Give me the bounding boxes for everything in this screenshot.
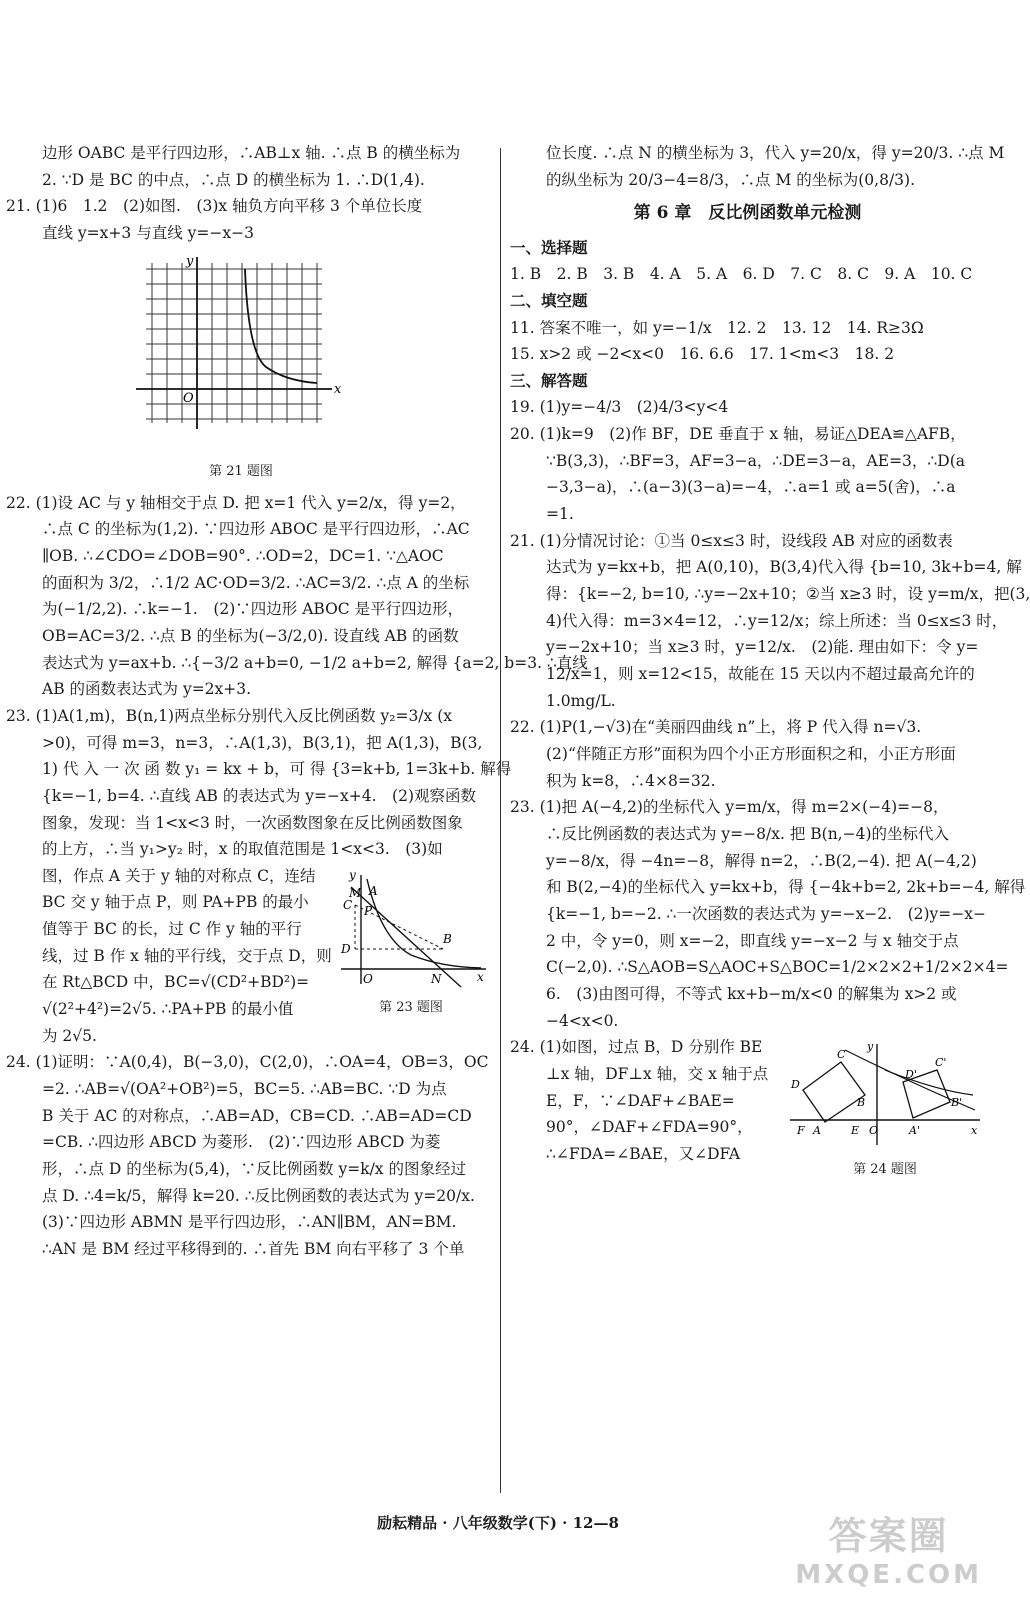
text-line: (2)“伴随正方形”面积为四个小正方形面积之和，小正方形面 bbox=[546, 745, 956, 764]
text-line: 的上方，∴当 y₁>y₂ 时，x 的取值范围是 1<x<3. (3)如 bbox=[42, 840, 443, 859]
watermark-top: 答案圈 bbox=[828, 1514, 949, 1558]
svg-text:O: O bbox=[363, 971, 373, 986]
watermark-bottom: MXQE.COM bbox=[795, 1560, 982, 1590]
text-line: 20. (1)k=9 (2)作 BF，DE 垂直于 x 轴，易证△DEA≌△AFB， bbox=[510, 425, 966, 444]
column-divider bbox=[500, 148, 501, 1493]
text-line: ∴点 C 的坐标为(1,2). ∵四边形 ABOC 是平行四边形，∴AC bbox=[42, 520, 470, 539]
solution-answers bbox=[510, 394, 1030, 1034]
text-line: 6. (3)由图可得，不等式 kx+b−m/x<0 的解集为 x>2 或 bbox=[546, 984, 957, 1003]
text-line: {k=−1, b=−2. ∴一次函数的表达式为 y=−x−2. (2)y=−x− bbox=[546, 904, 987, 923]
text-line: OB=AC=3/2. ∴点 B 的坐标为(−3/2,0). 设直线 AB 的函数 bbox=[42, 626, 459, 645]
svg-text:O: O bbox=[869, 1124, 879, 1138]
svg-text:A: A bbox=[369, 883, 378, 898]
right-column bbox=[510, 140, 1030, 1187]
text-line: 在 Rt△BCD 中，BC=√(CD²+BD²)= bbox=[42, 973, 310, 992]
text-line: 图，作点 A 关于 y 轴的对称点 C，连结 bbox=[42, 866, 316, 885]
svg-text:C: C bbox=[837, 1048, 846, 1062]
text-line: 1) 代 入 一 次 函 数 y₁ = kx + b，可 得 {3=k+b, 1=3k+b. 解得 bbox=[42, 760, 512, 779]
svg-text:B': B' bbox=[951, 1096, 963, 1110]
svg-text:B: B bbox=[443, 931, 452, 946]
text-line: 19. (1)y=−4/3 (2)4/3<y<4 bbox=[510, 398, 729, 417]
text-line: 线，过 B 作 x 轴的平行线，交于点 D，则 bbox=[42, 946, 332, 965]
figure-23-caption: 第 23 题图 bbox=[379, 1000, 443, 1016]
text-line: 23. (1)A(1,m)，B(n,1)两点坐标分别代入反比例函数 y₂=3/x (x bbox=[6, 706, 452, 725]
text-line: −4<x<0. bbox=[546, 1011, 619, 1030]
text-line: 2 中，令 y=0，则 x=−2，即直线 y=−x−2 与 x 轴交于点 bbox=[546, 931, 959, 950]
text-line: 的纵坐标为 20/3−4=8/3，∴点 M 的坐标为(0,8/3). bbox=[546, 170, 915, 189]
answer-block-20-end bbox=[6, 140, 491, 247]
text-line: y=−8/x，得 −4n=−8，解得 n=2，∴B(2,−4). 把 A(−4,2) bbox=[546, 851, 977, 870]
fill-answers-1: 11. 答案不唯一，如 y=−1/x 12. 2 13. 12 14. R≥3Ω bbox=[510, 318, 924, 337]
text-line: E，F，∵∠DAF+∠BAE= bbox=[546, 1091, 735, 1110]
figure-23 bbox=[331, 869, 491, 1020]
section-choice-heading: 一、选择题 bbox=[510, 237, 588, 257]
y-axis-label: y bbox=[186, 253, 194, 269]
text-line: =CB. ∴四边形 ABCD 为菱形. (2)∵四边形 ABCD 为菱 bbox=[42, 1133, 441, 1152]
hyperbola-curve bbox=[245, 269, 317, 383]
svg-text:M: M bbox=[349, 885, 362, 900]
figure-24-labels bbox=[790, 1040, 978, 1137]
svg-text:N: N bbox=[431, 971, 442, 986]
text-line: 形，∴点 D 的坐标为(5,4)，∵反比例函数 y=k/x 的图象经过 bbox=[42, 1160, 466, 1179]
svg-text:x: x bbox=[971, 1124, 978, 1138]
graph-24 bbox=[785, 1040, 985, 1150]
text-line: 图象，发现：当 1<x<3 时，一次函数图象在反比例函数图象 bbox=[42, 813, 463, 832]
choice-answers: 1. B 2. B 3. B 4. A 5. A 6. D 7. C 8. C 9. A 10. C bbox=[510, 265, 973, 284]
text-line: 1.0mg/L. bbox=[546, 691, 616, 710]
svg-text:C': C' bbox=[935, 1056, 947, 1070]
answer-block-24 bbox=[6, 1049, 491, 1262]
graph-23 bbox=[331, 869, 491, 989]
svg-text:F: F bbox=[797, 1124, 805, 1138]
text-line: (3)∵四边形 ABMN 是平行四边形，∴AN∥BM，AN=BM. bbox=[42, 1213, 457, 1232]
text-line: 24. (1)证明：∵A(0,4)，B(−3,0)，C(2,0)，∴OA=4，OB=3，OC bbox=[6, 1053, 489, 1072]
text-line: ∴∠FDA=∠BAE，又∠DFA bbox=[546, 1144, 741, 1163]
text-line: 为(−1/2,2). ∴k=−1. (2)∵四边形 ABOC 是平行四边形， bbox=[42, 600, 464, 619]
text-line: 得：{k=−2, b=10, ∴y=−2x+10；②当 x≥3 时，设 y=m/x，把(3, bbox=[546, 585, 1030, 604]
text-line: ∵B(3,3)，∴BF=3，AF=3−a，∴DE=3−a，AE=3，∴D(a bbox=[546, 451, 965, 470]
svg-text:A: A bbox=[813, 1124, 821, 1138]
svg-text:E: E bbox=[851, 1124, 860, 1138]
text-line: =1. bbox=[546, 505, 574, 524]
svg-text:y: y bbox=[349, 867, 356, 882]
svg-text:A': A' bbox=[909, 1124, 920, 1138]
text-line: 的面积为 3/2，∴1/2 AC·OD=3/2. ∴AC=3/2. ∴点 A 的坐标 bbox=[42, 573, 470, 592]
figure-24-caption: 第 24 题图 bbox=[853, 1161, 917, 1177]
svg-text:D: D bbox=[791, 1078, 800, 1092]
text-line: >0)，可得 m=3，n=3，∴A(1,3)，B(3,1)，把 A(1,3)，B(3, bbox=[42, 733, 483, 752]
text-line: 积为 k=8，∴4×8=32. bbox=[546, 771, 716, 790]
svg-text:B: B bbox=[857, 1096, 866, 1110]
text-line: C(−2,0). ∴S△AOB=S△AOC+S△BOC=1/2×2×2+1/2×2×4= bbox=[546, 958, 1009, 977]
text-line: 值等于 BC 的长，过 C 作 y 轴的平行 bbox=[42, 920, 302, 939]
text-line: 12/x=1，则 x=12<15，故能在 15 天以内不超过最高允许的 bbox=[546, 665, 975, 684]
text-line: √(2²+4²)=2√5. ∴PA+PB 的最小值 bbox=[42, 1000, 294, 1019]
answer-block-24-end bbox=[510, 140, 1005, 193]
text-line: 21. (1)6 1.2 (2)如图. (3)x 轴负方向平移 3 个单位长度 bbox=[6, 197, 423, 216]
page-footer: 励耘精品 · 八年级数学(下) · 12—8 bbox=[377, 1514, 619, 1532]
text-line: 点 D. ∴4=k/5，解得 k=20. ∴反比例函数的表达式为 y=20/x. bbox=[42, 1186, 475, 1205]
text-line: 边形 OABC 是平行四边形，∴AB⊥x 轴. ∴点 B 的横坐标为 bbox=[42, 144, 461, 162]
text-line: 表达式为 y=ax+b. ∴{−3/2 a+b=0, −1/2 a+b=2, 解得 {a=2, b=3. ∴直线 bbox=[42, 653, 588, 672]
origin-label: O bbox=[183, 390, 194, 406]
text-line: 22. (1)设 AC 与 y 轴相交于点 D. 把 x=1 代入 y=2/x，得 y=2， bbox=[6, 493, 466, 512]
text-line: 22. (1)P(1,−√3)在“美丽四曲线 n”上，将 P 代入得 n=√3. bbox=[510, 718, 922, 737]
answer-block-24-start bbox=[510, 1034, 985, 1177]
section-solution-heading: 三、解答题 bbox=[510, 370, 588, 390]
text-line: 90°，∠DAF+∠FDA=90°， bbox=[546, 1118, 753, 1137]
svg-text:P: P bbox=[364, 903, 373, 918]
figure-21 bbox=[136, 253, 346, 484]
text-line: =2. ∴AB=√(OA²+OB²)=5，BC=5. ∴AB=BC. ∵D 为点 bbox=[42, 1080, 447, 1099]
text-line: ∥OB. ∴∠CDO=∠DOB=90°. ∴OD=2，DC=1. ∵△AOC bbox=[42, 546, 444, 565]
text-line: −3,3−a)，∴(a−3)(3−a)=−4，∴a=1 或 a=5(舍)，∴a bbox=[546, 478, 956, 497]
text-line: 4)代入得：m=3×4=12，∴y=12/x；综上所述：当 0≤x≤3 时， bbox=[546, 611, 1008, 630]
text-line: ∴反比例函数的表达式为 y=−8/x. 把 B(n,−4)的坐标代入 bbox=[546, 824, 950, 843]
watermark bbox=[795, 1505, 982, 1590]
text-line: AB 的函数表达式为 y=2x+3. bbox=[42, 680, 252, 699]
text-line: ⊥x 轴，DF⊥x 轴，交 x 轴于点 bbox=[546, 1064, 769, 1083]
text-line: 位长度. ∴点 N 的横坐标为 3，代入 y=20/x，得 y=20/3. ∴点 M bbox=[546, 144, 1005, 162]
text-line: 21. (1)分情况讨论：①当 0≤x≤3 时，设线段 AB 对应的函数表 bbox=[510, 531, 953, 550]
x-axis-label: x bbox=[334, 381, 342, 397]
figure-24 bbox=[785, 1040, 985, 1181]
graph-21 bbox=[136, 253, 346, 453]
svg-text:D': D' bbox=[905, 1068, 917, 1082]
text-line: y=−2x+10；当 x≥3 时，y=12/x. (2)能. 理由如下：令 y= bbox=[546, 638, 979, 657]
text-line: 24. (1)如图，过点 B，D 分别作 BE bbox=[510, 1038, 763, 1057]
svg-text:D: D bbox=[341, 941, 351, 956]
text-line: 和 B(2,−4)的坐标代入 y=kx+b，得 {−4k+b=2, 2k+b=−4, 解得 bbox=[546, 878, 1026, 897]
chapter-title: 第 6 章 反比例函数单元检测 bbox=[633, 203, 862, 224]
text-line: 直线 y=x+3 与直线 y=−x−3 bbox=[42, 223, 254, 242]
figure-21-caption: 第 21 题图 bbox=[209, 464, 273, 480]
svg-text:x: x bbox=[477, 969, 484, 984]
text-line: 2. ∵D 是 BC 的中点，∴点 D 的横坐标为 1. ∴D(1,4). bbox=[42, 170, 425, 189]
svg-text:C: C bbox=[343, 897, 353, 912]
answer-block-23-part3 bbox=[6, 863, 491, 1050]
text-line: B 关于 AC 的对称点，∴AB=AD，CB=CD. ∴AB=AD=CD bbox=[42, 1106, 472, 1125]
text-line: 达式为 y=kx+b，把 A(0,10)，B(3,4)代入得 {b=10, 3k+b=4, 解 bbox=[546, 558, 1022, 577]
text-line: {k=−1, b=4. ∴直线 AB 的表达式为 y=−x+4. (2)观察函数 bbox=[42, 786, 477, 805]
svg-text:y: y bbox=[867, 1040, 874, 1054]
text-line: ∴AN 是 BM 经过平移得到的. ∴首先 BM 向右平移了 3 个单 bbox=[42, 1240, 465, 1259]
text-line: BC 交 y 轴于点 P，则 PA+PB 的最小 bbox=[42, 893, 309, 912]
fill-answers-2: 15. x>2 或 −2<x<0 16. 6.6 17. 1<m<3 18. 2 bbox=[510, 345, 895, 364]
text-line: 23. (1)把 A(−4,2)的坐标代入 y=m/x，得 m=2×(−4)=−8， bbox=[510, 798, 949, 817]
text-line: 为 2√5. bbox=[42, 1026, 97, 1045]
section-fill-heading: 二、填空题 bbox=[510, 290, 588, 310]
